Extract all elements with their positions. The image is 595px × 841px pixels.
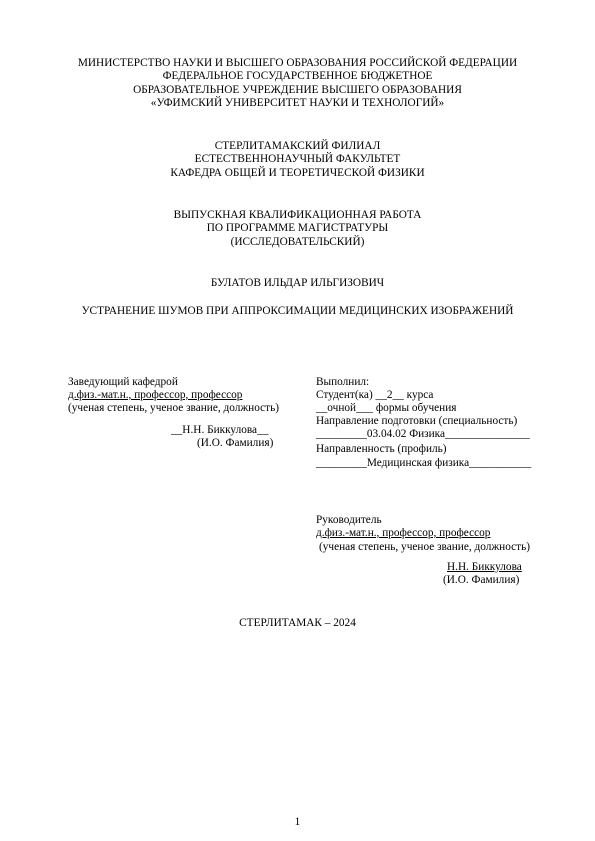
work-type-line-1: ВЫПУСКНАЯ КВАЛИФИКАЦИОННАЯ РАБОТА bbox=[173, 209, 422, 221]
form-value: __очной___ bbox=[316, 402, 374, 414]
course-suffix: курса bbox=[406, 389, 434, 401]
thesis-title: УСТРАНЕНИЕ ШУМОВ ПРИ АППРОКСИМАЦИИ МЕДИЦИНСКИХ ИЗОБРАЖЕНИЙ bbox=[81, 305, 514, 317]
ministry-header bbox=[0, 57, 595, 110]
head-of-department-name: __Н.Н. Биккулова__ bbox=[171, 424, 269, 436]
head-of-department-degree-hint: (ученая степень, ученое звание, должность) bbox=[68, 402, 280, 414]
direction-label: Направление подготовки (специальность) bbox=[316, 415, 518, 427]
profile-value: _________Медицинская физика___________ bbox=[316, 457, 532, 469]
work-type-line-3: (ИССЛЕДОВАТЕЛЬСКИЙ) bbox=[230, 235, 365, 248]
header-line-2: ФЕДЕРАЛЬНОЕ ГОСУДАРСТВЕННОЕ БЮДЖЕТНОЕ bbox=[162, 70, 433, 83]
course-value: __2__ bbox=[375, 389, 404, 401]
performer-course-line bbox=[316, 389, 433, 402]
work-type-line-2: ПО ПРОГРАММЕ МАГИСТРАТУРЫ bbox=[206, 222, 389, 235]
header-line-1: МИНИСТЕРСТВО НАУКИ И ВЫСШЕГО ОБРАЗОВАНИЯ РОССИЙСКОЙ ФЕДЕРАЦИИ bbox=[77, 57, 518, 69]
header-line-4: «УФИМСКИЙ УНИВЕРСИТЕТ НАУКИ И ТЕХНОЛОГИЙ» bbox=[150, 96, 445, 109]
page-number: 1 bbox=[294, 816, 301, 828]
supervisor-name-hint: (И.О. Фамилия) bbox=[443, 574, 520, 586]
branch-line-3: КАФЕДРА ОБЩЕЙ И ТЕОРЕТИЧЕСКОЙ ФИЗИКИ bbox=[170, 166, 425, 179]
profile-label: Направленность (профиль) bbox=[316, 443, 447, 455]
supervisor-degree-hint: (ученая степень, ученое звание, должность) bbox=[319, 541, 531, 553]
performer-heading: Выполнил: bbox=[316, 376, 370, 388]
student-prefix: Студент(ка) bbox=[316, 389, 373, 401]
branch-line-2: ЕСТЕСТВЕННОНАУЧНЫЙ ФАКУЛЬТЕТ bbox=[194, 153, 401, 166]
header-line-3: ОБРАЗОВАТЕЛЬНОЕ УЧРЕЖДЕНИЕ ВЫСШЕГО ОБРАЗОВАНИЯ bbox=[133, 83, 462, 96]
branch-block bbox=[0, 140, 595, 180]
author-name: БУЛАТОВ ИЛЬДАР ИЛЬГИЗОВИЧ bbox=[210, 277, 385, 289]
work-type-block bbox=[0, 209, 595, 249]
direction-value: _________03.04.02 Физика_______________ bbox=[316, 428, 530, 440]
performer-form-line bbox=[316, 402, 456, 415]
head-of-department-heading: Заведующий кафедрой bbox=[68, 376, 178, 388]
supervisor-name: Н.Н. Биккулова bbox=[447, 561, 522, 573]
supervisor-degree: д.физ.-мат.н., профессор, профессор bbox=[316, 527, 491, 539]
city-year: СТЕРЛИТАМАК – 2024 bbox=[239, 617, 356, 629]
head-of-department-degree: д.физ.-мат.н., профессор, профессор bbox=[68, 389, 243, 401]
form-suffix: формы обучения bbox=[375, 402, 457, 414]
supervisor-heading: Руководитель bbox=[316, 514, 382, 526]
head-of-department-name-hint: (И.О. Фамилия) bbox=[197, 437, 274, 449]
branch-line-1: СТЕРЛИТАМАКСКИЙ ФИЛИАЛ bbox=[214, 140, 381, 152]
